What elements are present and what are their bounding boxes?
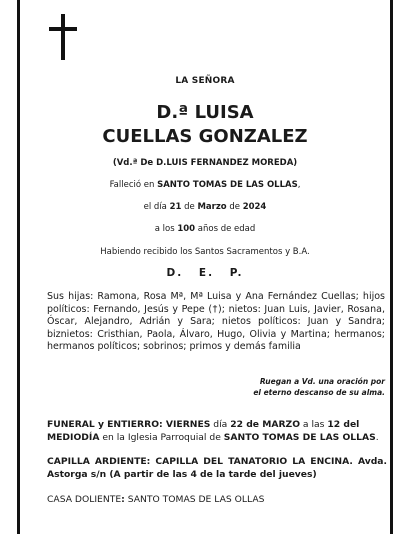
funeral-info: FUNERAL y ENTIERRO: VIERNES día 22 de MARZO a las 12 del MEDIODÍA en la Iglesia Parroquial de SANTO TOMAS DE LAS OLLAS.	[47, 419, 379, 443]
age-at-death: a los 100 años de edad	[154, 224, 256, 234]
widow-of: (Vd.ª De D.LUIS FERNANDEZ MOREDA)	[112, 158, 298, 168]
family-list: Sus hijas: Ramona, Rosa Mª, Mª Luisa y Ana Fernández Cuellas; hijos políticos: Fernando, Jesús y Pepe (†); nietos: Juan Luis, Javier, Rosana, Óscar, Alejandro, Adrián y Sara; nietos políticos: Juan y Sandra; biznietos: Cristhian, Paola, Álvaro, Hugo, Olivia y Martina; hermanos; hermanos políticos; sobrinos; primos y demás familia	[47, 291, 385, 352]
cross-icon	[44, 14, 84, 64]
dep-text: D. E. P.	[166, 267, 244, 279]
chapel-info: CAPILLA ARDIENTE: CAPILLA DEL TANATORIO LA ENCINA. Avda. Astorga s/n (A partir de las 4 de la tarde del jueves)	[47, 456, 387, 480]
place-of-death: Falleció en SANTO TOMAS DE LAS OLLAS,	[109, 180, 301, 190]
sacraments-text: Habiendo recibido los Santos Sacramentos y B.A.	[100, 247, 310, 257]
deceased-name-line2: CUELLAS GONZALEZ	[102, 126, 308, 147]
prayer-request: Ruegan a Vd. una oración por el eterno descanso de su alma.	[253, 377, 385, 397]
date-of-death: el día 21 de Marzo de 2024	[143, 202, 267, 212]
heading-label: LA SEÑORA	[175, 76, 235, 86]
house-of-mourning: CASA DOLIENTE: SANTO TOMAS DE LAS OLLAS	[47, 494, 265, 505]
deceased-name-line1: D.ª LUISA	[156, 102, 254, 123]
